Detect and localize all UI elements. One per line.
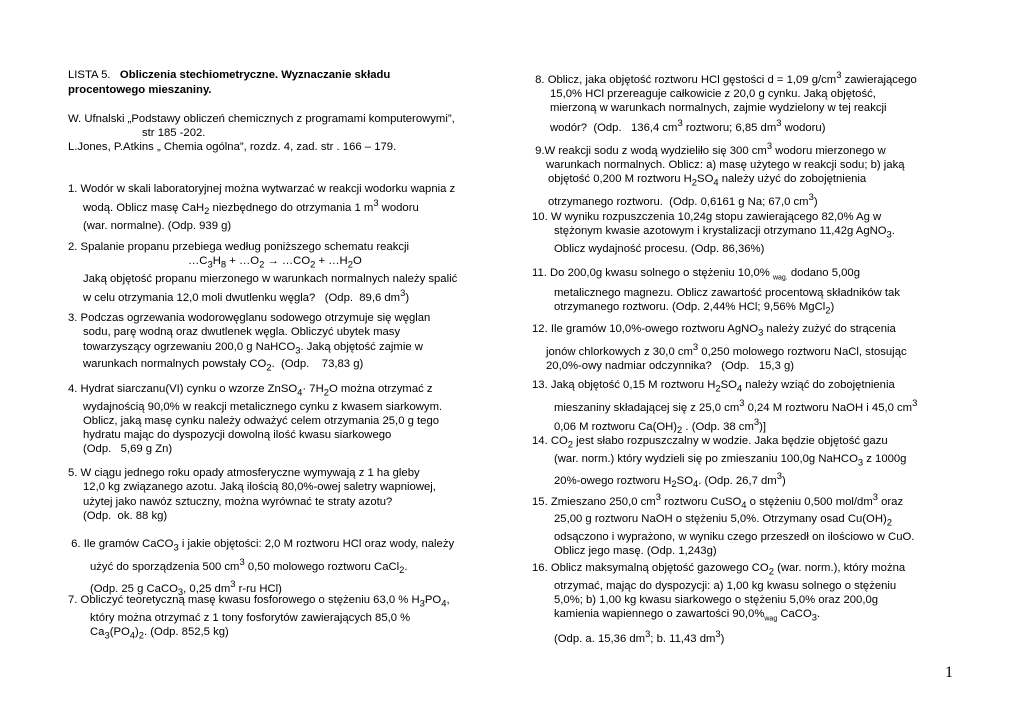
reference-1-pages: str 185 -202. xyxy=(142,127,206,139)
problem-8: 8. Oblicz, jaka objętość roztworu HCl gęstości d = 1,09 $g/cm^3$ zawierającego 15,0% HCl przereaguje całkowicie z 20,0 g cynku. Jaką objętość, mierzoną w warunkach normalnych, zajmie wydzielony w tej reakcji wodór? (Odp. 136,4 $cm^3$ roztworu; 6,85 $dm^3$ wodoru) xyxy=(532,69,917,134)
problem-12: 12. Ile gramów 10,0%-owego roztworu AgNO$_3$ należy zużyć do strącenia jonów chlorkowych z 30,0 $cm^3$ 0,250 molowego roztworu NaCl, stosując 20,0%-owy nadmiar odczynnika? (Odp. 15,3 g) xyxy=(532,323,907,372)
page-number: 1 xyxy=(945,664,953,681)
list-number: LISTA 5. xyxy=(68,69,120,81)
problem-10: 10. W wyniku rozpuszczenia 10,24g stopu zawierającego 82,0% Ag w stężonym kwasie azotowym i krystalizacji otrzymano 11,42g AgNO$_3$. Oblicz wydajność procesu. (Odp. 86,36%) xyxy=(532,211,895,255)
problem-2: 2. Spalanie propanu przebiega według poniższego schematu reakcji $\dots C_3H_8$ + $\dots O_2$ → $\dots CO_2$ + $\dots H_2O$ Jaką objętość propanu mierzonego w warunkach normalnych należy spalić w celu otrzymania 12,0 moli dwutlenku węgla? (Odp. 89,6 $dm^3$) xyxy=(68,241,458,304)
problem-7: 7. Obliczyć teoretyczną masę kwasu fosforowego o stężeniu 63,0 % $H_3PO_4$, który można otrzymać z 1 tony fosforytów zawierających 85,0 % $Ca_3(PO_4)_2$. (Odp. 852,5 kg) xyxy=(68,594,450,641)
problem-9: 9.W reakcji sodu z wodą wydzieliło się 300 $cm^3$ wodoru mierzonego w warunkach normalnych. Oblicz: a) masę użytego w reakcji sodu; b) jaką objętość 0,200 M roztworu $H_2SO_4$ należy użyć do zobojętnienia otrzymanego roztworu. (Odp. 0,6161 g Na; 67,0 $cm^3$) xyxy=(532,140,905,208)
problem-11: 11. Do 200,0g kwasu solnego o stężeniu 10,0% $_{wag.}$ dodano 5,00g metalicznego magnezu. Oblicz zawartość procentową składników tak otrzymanego roztworu. (Odp. 2,44% HCl; 9,56% MgCl$_2$) xyxy=(532,267,900,316)
reference-1: W. Ufnalski „Podstawy obliczeń chemicznych z programami komputerowymi”, xyxy=(68,113,455,125)
problem-6: 6. Ile gramów CaCO$_3$ i jakie objętości: 2,0 M roztworu HCl oraz wody, należy użyć do sporządzenia 500 $cm^3$ 0,50 molowego roztworu CaCl$_2$. (Odp. 25 g CaCO$_3$, 0,25 $dm^3$ r-ru HCl) xyxy=(68,538,455,597)
problem-13: 13. Jaką objętość 0,15 M roztworu $H_2SO_4$ należy wziąć do zobojętnienia mieszaniny składającej się z 25,0 $cm^3$ 0,24 M roztworu NaOH i 45,0 $cm^3$ 0,06 M roztworu $Ca(OH)_2$ . (Odp. 38 $cm^3$)] xyxy=(532,379,918,435)
problem-15: 15. Zmieszano 250,0 $cm^3$ roztworu CuSO$_4$ o stężeniu 0,500 mol/$dm^3$ oraz 25,00 g roztworu NaOH o stężeniu 5,0%. Otrzymany osad $Cu(OH)_2$ odsączono i wyprażono, w wyniku czego przeszedł on ilościowo w CuO. Oblicz jego masę. (Odp. 1,243g) xyxy=(532,491,915,558)
problem-5: 5. W ciągu jednego roku opady atmosferyczne wymywają z 1 ha gleby 12,0 kg związanego azotu. Jaką ilością 80,0%-owej saletry wapniowej, użytej jako nawóz sztuczny, można wyrównać te straty azotu? (Odp. ok. 88 kg) xyxy=(68,467,436,522)
problem-4: 4. Hydrat siarczanu(VI) cynku o wzorze ZnSO$_4$· $7H_2O$ można otrzymać z wydajnością 90,0% w reakcji metalicznego cynku z kwasem siarkowym. Oblicz, jaką masę cynku należy odważyć celem otrzymania 25,0 g tego hydratu mając do dyspozycji dowolną ilość kwasu siarkowego (Odp. 5,69 g Zn) xyxy=(68,383,443,456)
problem-3: 3. Podczas ogrzewania wodorowęglanu sodowego otrzymuje się węglan sodu, parę wodną oraz dwutlenek węgla. Obliczyć ubytek masy towarzyszący ogrzewaniu 200,0 g NaHCO$_3$. Jaką objętość zajmie w warunkach normalnych powstały $CO_2$. (Odp. 73,83 g) xyxy=(68,312,431,373)
list-title: Obliczenia stechiometryczne. Wyznaczanie składu xyxy=(119,69,391,81)
list-title-line-2: procentowego mieszaniny. xyxy=(68,84,212,96)
list-title-line-1 xyxy=(68,68,390,82)
reference-2: L.Jones, P.Atkins „ Chemia ogólna”, rozdz. 4, zad. str . 166 – 179. xyxy=(68,141,397,153)
problem-14: 14. $CO_2$ jest słabo rozpuszczalny w wodzie. Jaka będzie objętość gazu (war. norm.) który wydzieli się po zmieszaniu 100,0g NaHCO$_3$ z 1000g 20%-owego roztworu $H_2SO_4$. (Odp. 26,7 $dm^3$) xyxy=(532,435,907,490)
problem-1: 1. Wodór w skali laboratoryjnej można wytwarzać w reakcji wodorku wapnia z wodą. Oblicz masę CaH$_2$ niezbędnego do otrzymania 1 $m^3$ wodoru (war. normalne). (Odp. 939 g) xyxy=(68,183,456,232)
problem-16: 16. Oblicz maksymalną objętość gazowego $CO_2$ (war. norm.), który można otrzymać, mając do dyspozycji: a) 1,00 kg kwasu solnego o stężeniu 5,0%; b) 1,00 kg kwasu siarkowego o stężeniu 5,0% oraz 200,0g kamienia wapiennego o zawartości $90,0\%_{wag}$ CaCO$_3$. (Odp. a. 15,36 $dm^3$; b. 11,43 $dm^3$) xyxy=(532,562,906,645)
